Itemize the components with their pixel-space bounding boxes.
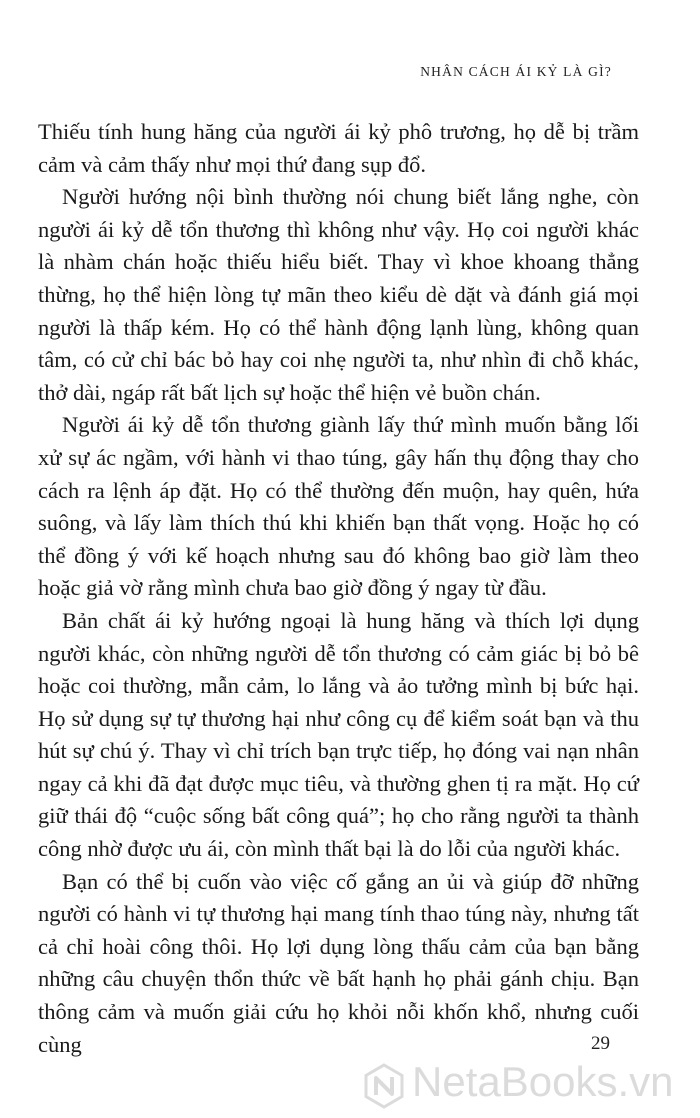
paragraph-1: Thiếu tính hung hăng của người ái kỷ phô trương, họ dễ bị trầm cảm và cảm thấy như mọi thứ đang sụp đổ. <box>38 119 639 177</box>
netabooks-logo-icon <box>360 1062 408 1110</box>
paragraph-5: Bạn có thể bị cuốn vào việc cố gắng an ủi và giúp đỡ những người có hành vi tự thương hại mang tính thao túng này, nhưng tất cả chỉ hoài công thôi. Họ lợi dụng lòng thấu cảm của bạn bằng những câu chuyện thổn thức về bất hạnh họ phải gánh chịu. Bạn thông cảm và muốn giải cứu họ khỏi nỗi khốn khổ, nhưng cuối cùng <box>38 868 639 1057</box>
watermark <box>360 1056 690 1114</box>
paragraph-2: Người hướng nội bình thường nói chung biết lắng nghe, còn người ái kỷ dễ tổn thương thì không như vậy. Họ coi người khác là nhàm chán hoặc thiếu hiểu biết. Thay vì khoe khoang thẳng thừng, họ thể hiện lòng tự mãn theo kiểu dè dặt và đánh giá mọi người là thấp kém. Họ có thể hành động lạnh lùng, không quan tâm, có cử chỉ bác bỏ hay coi nhẹ người ta, như nhìn đi chỗ khác, thở dài, ngáp rất bất lịch sự hoặc thể hiện vẻ buồn chán. <box>38 184 639 405</box>
page-number: 29 <box>591 1033 610 1054</box>
paragraph-4: Bản chất ái kỷ hướng ngoại là hung hăng và thích lợi dụng người khác, còn những người dễ tổn thương có cảm giác bị bỏ bê hoặc coi thường, mẫn cảm, lo lắng và ảo tưởng mình bị bức hại. Họ sử dụng sự tự thương hại như công cụ để kiểm soát bạn và thu hút sự chú ý. Thay vì chỉ trích bạn trực tiếp, họ đóng vai nạn nhân ngay cả khi đã đạt được mục tiêu, và thường ghen tị ra mặt. Họ cứ giữ thái độ “cuộc sống bất công quá”; họ cho rằng người ta thành công nhờ được ưu ái, còn mình thất bại là do lỗi của người khác. <box>38 607 639 862</box>
body-text <box>38 116 639 1061</box>
paragraph-3: Người ái kỷ dễ tổn thương giành lấy thứ mình muốn bằng lối xử sự ác ngầm, với hành vi thao túng, gây hấn thụ động thay cho cách ra lệnh áp đặt. Họ có thể thường đến muộn, hay quên, hứa suông, và lấy làm thích thú khi khiến bạn thất vọng. Hoặc họ có thể đồng ý với kế hoạch nhưng sau đó không bao giờ làm theo hoặc giả vờ rằng mình chưa bao giờ đồng ý ngay từ đầu. <box>38 412 639 601</box>
watermark-text: NetaBooks.vn <box>412 1058 674 1105</box>
running-header: NHÂN CÁCH ÁI KỶ LÀ GÌ? <box>420 64 612 79</box>
